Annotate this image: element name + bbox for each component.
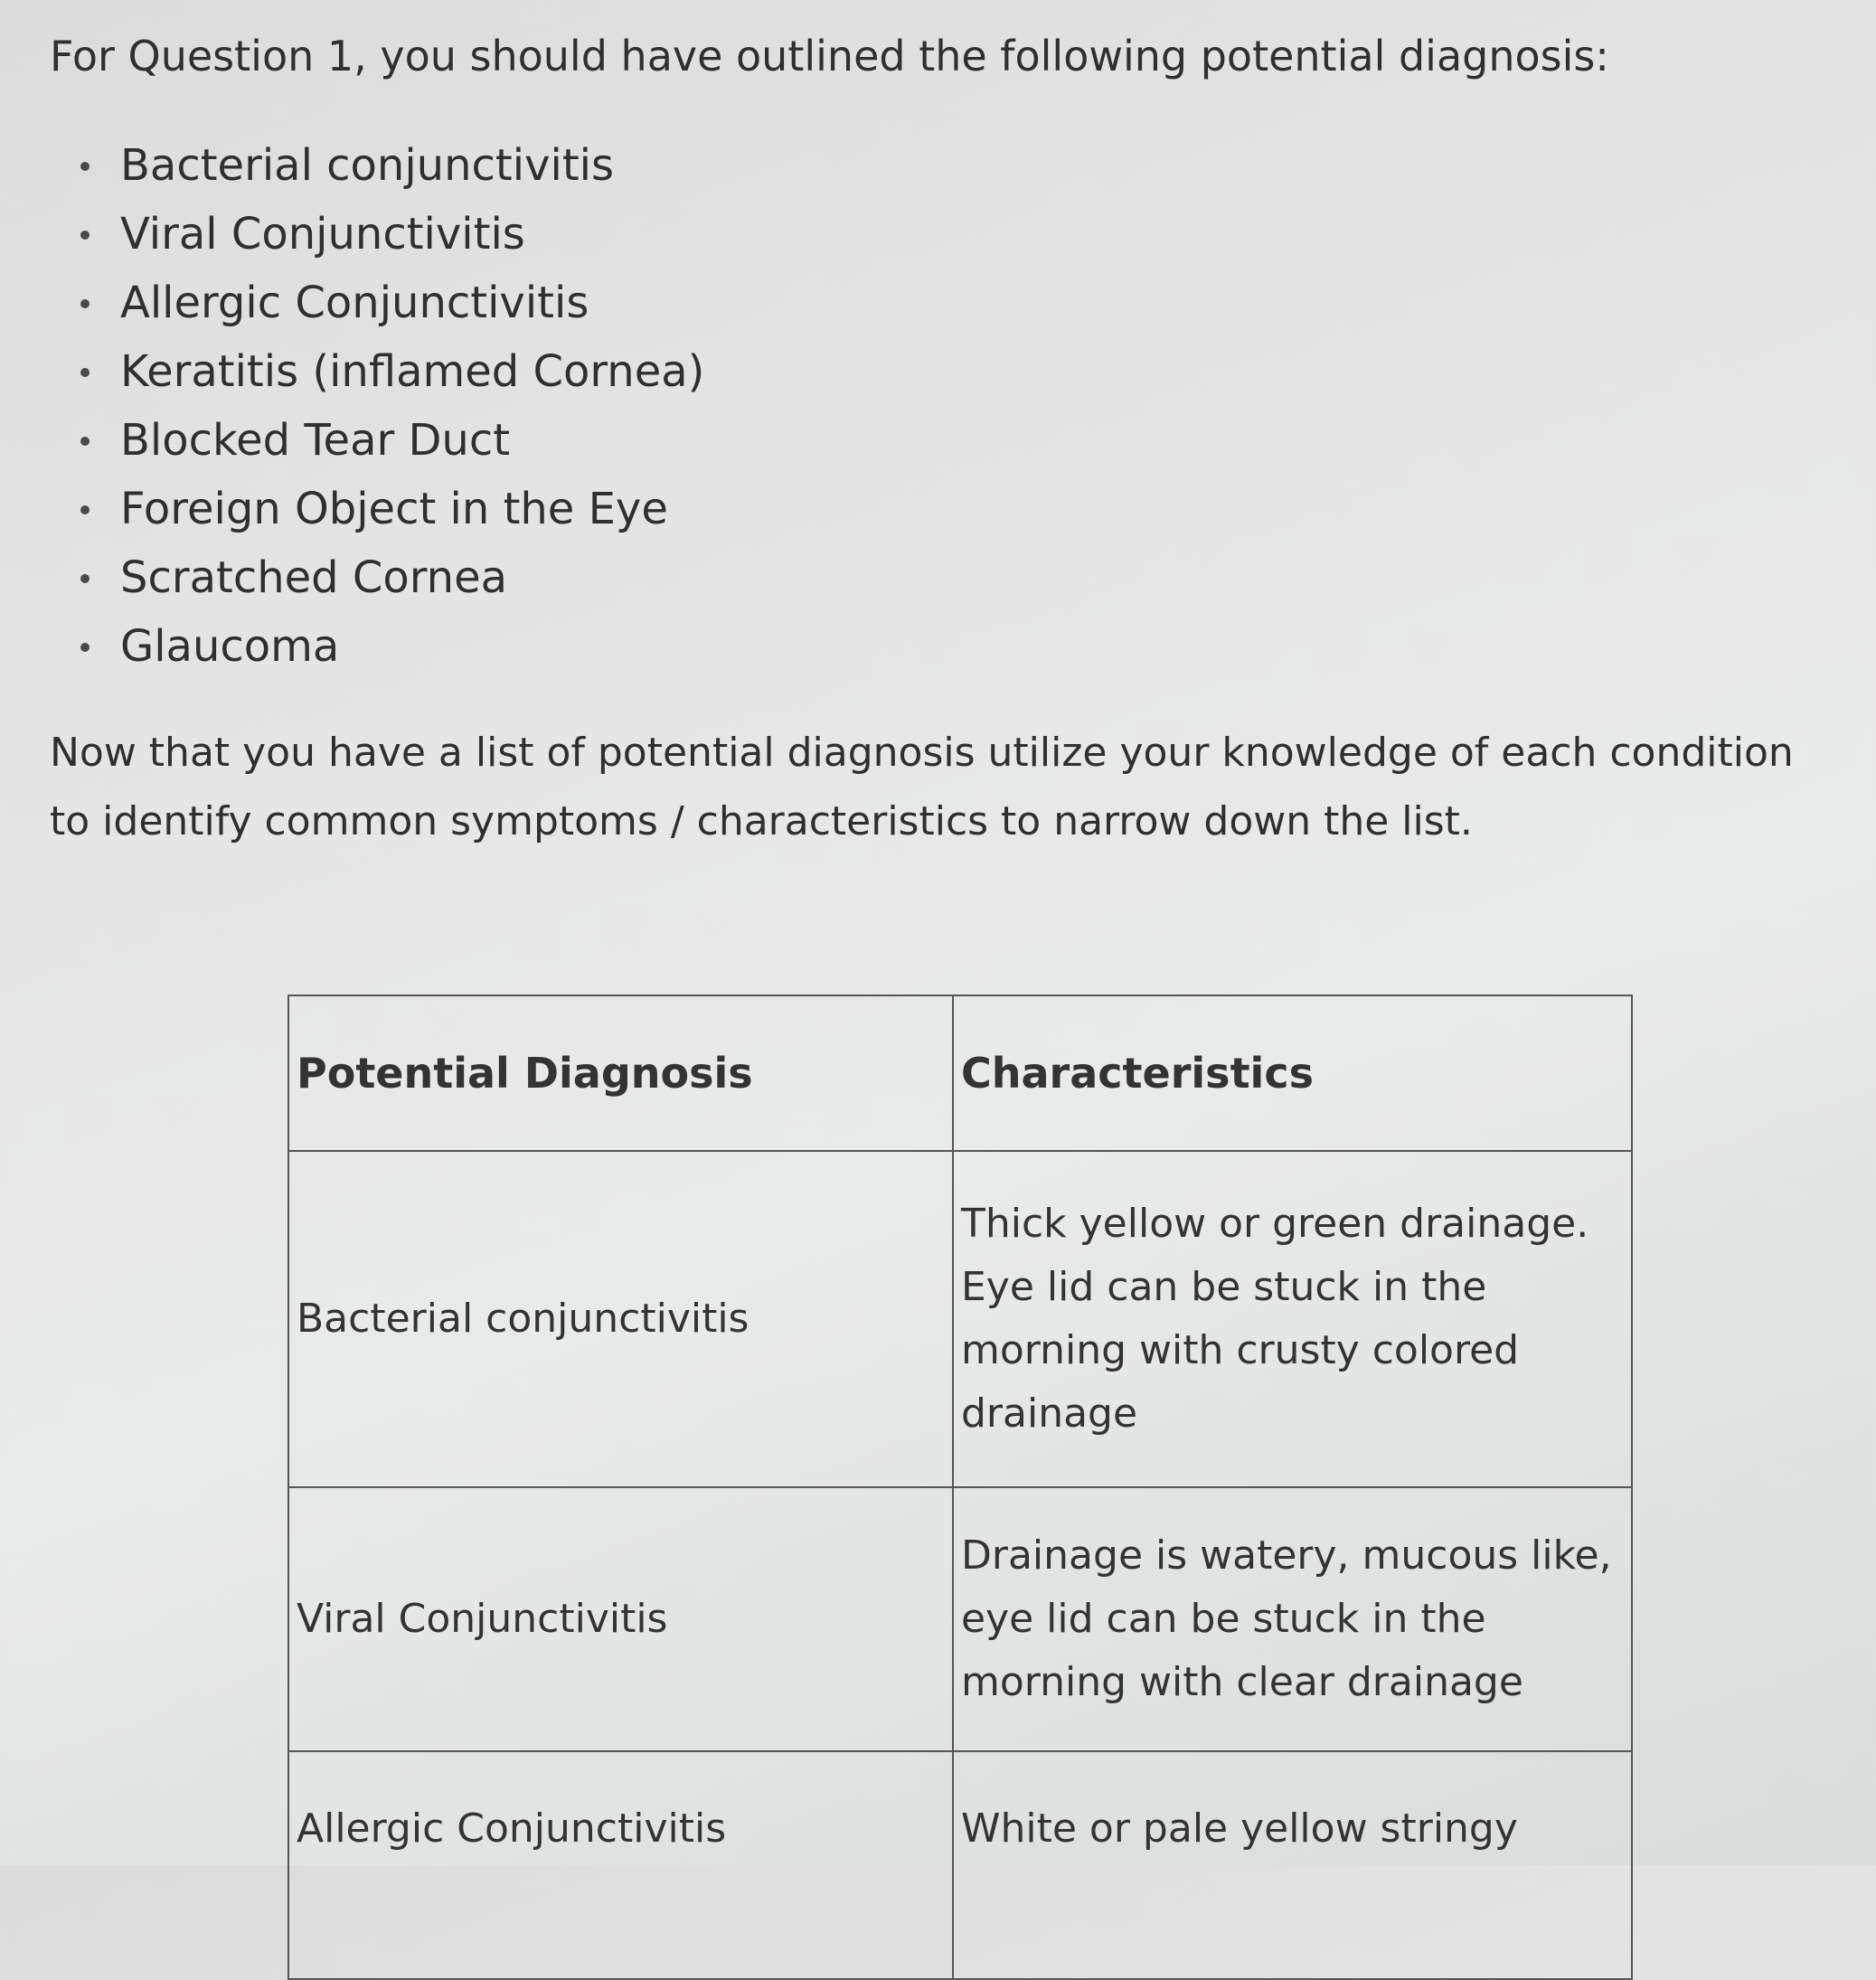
list-item-label: Keratitis (inflamed Cornea) bbox=[120, 346, 705, 397]
list-item bbox=[68, 269, 704, 337]
list-item bbox=[68, 131, 704, 200]
bullet-icon bbox=[80, 643, 90, 652]
list-item bbox=[68, 612, 704, 681]
instructions-text: Now that you have a list of potential diagnosis utilize your knowledge of each condition to identify common symptoms / characteristics to narrow down the list. bbox=[50, 730, 1794, 844]
list-item-label: Viral Conjunctivitis bbox=[120, 209, 525, 259]
bullet-icon bbox=[80, 574, 90, 583]
table-row bbox=[288, 1751, 1632, 1979]
diagnosis-table-wrapper bbox=[288, 995, 1633, 1980]
diagnosis-cell: Bacterial conjunctivitis bbox=[288, 1151, 953, 1487]
header-characteristics: Characteristics bbox=[953, 995, 1632, 1151]
list-item bbox=[68, 200, 704, 269]
bullet-icon bbox=[80, 162, 90, 171]
bullet-icon bbox=[80, 231, 90, 240]
list-item-label: Foreign Object in the Eye bbox=[120, 484, 668, 534]
intro-text: For Question 1, you should have outlined the following potential diagnosis: bbox=[50, 32, 1609, 80]
characteristics-cell: Thick yellow or green drainage. Eye lid can be stuck in the morning with crusty colored drainage bbox=[953, 1151, 1632, 1487]
diagnosis-cell: Viral Conjunctivitis bbox=[288, 1487, 953, 1751]
list-item bbox=[68, 406, 704, 475]
characteristics-cell: Drainage is watery, mucous like, eye lid can be stuck in the morning with clear drainage bbox=[953, 1487, 1632, 1751]
bullet-icon bbox=[80, 299, 90, 308]
header-potential-diagnosis: Potential Diagnosis bbox=[288, 995, 953, 1151]
list-item-label: Allergic Conjunctivitis bbox=[120, 278, 589, 328]
diagnosis-table bbox=[288, 995, 1633, 1980]
bullet-icon bbox=[80, 437, 90, 446]
diagnosis-list bbox=[68, 131, 704, 681]
bullet-icon bbox=[80, 505, 90, 514]
diagnosis-cell: Allergic Conjunctivitis bbox=[288, 1751, 953, 1979]
bullet-icon bbox=[80, 368, 90, 377]
table-header-row bbox=[288, 995, 1632, 1151]
list-item bbox=[68, 543, 704, 612]
list-item-label: Scratched Cornea bbox=[120, 552, 508, 603]
list-item bbox=[68, 337, 704, 406]
list-item-label: Glaucoma bbox=[120, 621, 340, 672]
characteristics-cell: White or pale yellow stringy bbox=[953, 1751, 1632, 1979]
list-item-label: Bacterial conjunctivitis bbox=[120, 140, 614, 191]
list-item-label: Blocked Tear Duct bbox=[120, 415, 511, 466]
table-row bbox=[288, 1151, 1632, 1487]
table-row bbox=[288, 1487, 1632, 1751]
list-item bbox=[68, 475, 704, 543]
